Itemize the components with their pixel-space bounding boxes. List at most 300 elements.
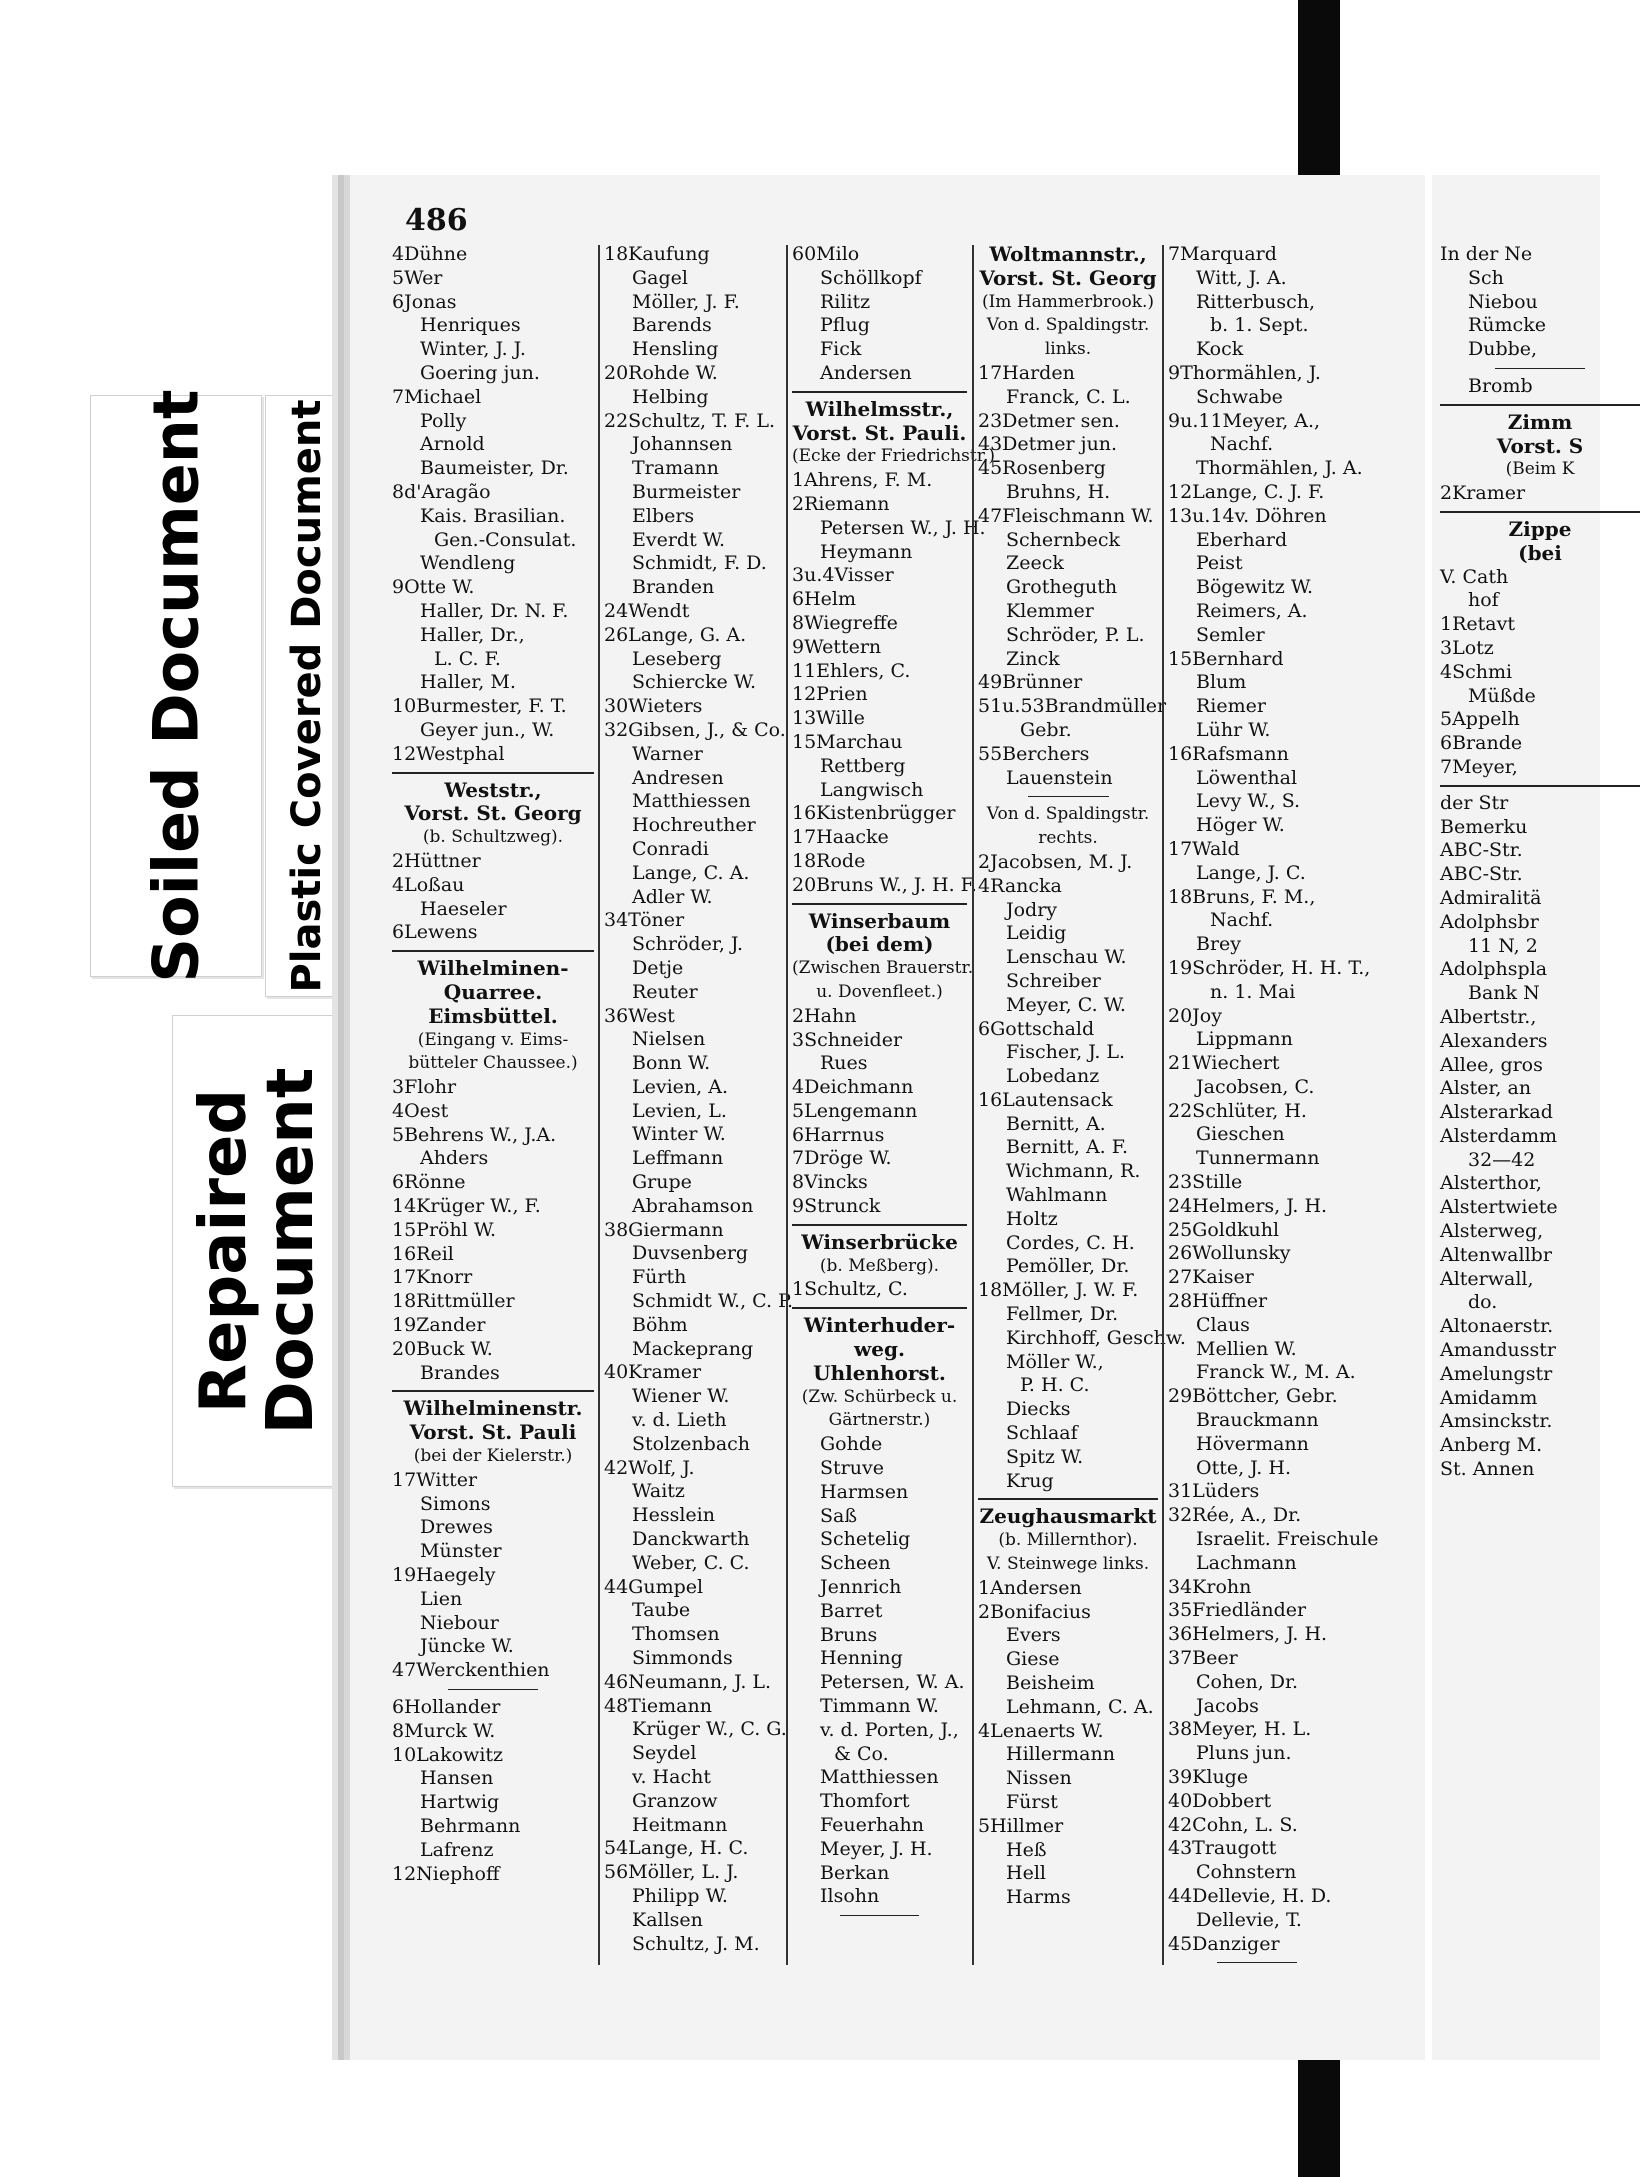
- directory-entry: 32Rée, A., Dr.: [1168, 1504, 1302, 1527]
- directory-entry: 4Deichmann: [792, 1076, 914, 1099]
- directory-entry: Lange, J. C.: [1196, 861, 1306, 884]
- street-heading: Winterhuder-: [803, 1313, 956, 1338]
- directory-entry: Adolphspla: [1440, 958, 1548, 981]
- directory-entry: 43Detmer jun.: [978, 433, 1118, 456]
- column-4: [978, 242, 1186, 1910]
- short-rule: [840, 1915, 919, 1916]
- directory-entry: Adolphsbr: [1440, 910, 1539, 933]
- directory-entry: 10Lakowitz: [392, 1743, 504, 1766]
- column-divider-1: [598, 245, 600, 1965]
- directory-entry: 12Westphal: [392, 742, 505, 765]
- directory-entry: 29Böttcher, Gebr.: [1168, 1385, 1338, 1408]
- directory-entry: Petersen, W. A.: [820, 1671, 965, 1694]
- directory-entry: 40Kramer: [604, 1361, 702, 1384]
- directory-entry: 18Rittmüller: [392, 1290, 515, 1313]
- directory-entry: 7Dröge W.: [792, 1147, 892, 1170]
- street-note: Von d. Spaldingstr.: [986, 804, 1150, 825]
- directory-entry: 22Schultz, T. F. L.: [604, 409, 776, 432]
- directory-entry: 15Pröhl W.: [392, 1218, 497, 1241]
- directory-entry: Evers: [1006, 1624, 1061, 1647]
- directory-entry: 46Neumann, J. L.: [604, 1670, 772, 1693]
- directory-entry: 27Kaiser: [1168, 1266, 1254, 1289]
- directory-entry: Henning: [820, 1647, 903, 1670]
- directory-entry: Barret: [820, 1599, 883, 1622]
- directory-entry: 5Lengemann: [792, 1099, 918, 1122]
- directory-entry: 38Meyer, H. L.: [1168, 1718, 1312, 1741]
- directory-entry: 16Rafsmann: [1168, 742, 1289, 765]
- directory-entry: Henriques: [420, 314, 521, 337]
- directory-entry: Ritterbusch,: [1196, 290, 1316, 313]
- section-rule: [1440, 404, 1640, 406]
- directory-entry: Fick: [820, 338, 862, 361]
- street-heading: Uhlenhorst.: [813, 1360, 946, 1385]
- directory-entry: 56Möller, L. J.: [604, 1861, 739, 1884]
- column-1: [392, 243, 594, 1886]
- directory-entry: Diecks: [1006, 1398, 1071, 1421]
- directory-entry: 2Bonifacius: [978, 1600, 1091, 1623]
- directory-entry: 4Dühne: [392, 243, 468, 265]
- directory-entry: der Str: [1440, 791, 1509, 814]
- directory-entry: 9Wettern: [792, 635, 882, 658]
- directory-entry: Niebour: [420, 1611, 499, 1634]
- directory-entry: 13Wille: [792, 707, 865, 730]
- directory-entry: Rettberg: [820, 754, 906, 777]
- directory-entry: 3Flohr: [392, 1076, 457, 1099]
- directory-entry: Krug: [1006, 1469, 1054, 1492]
- directory-entry: Semler: [1196, 623, 1265, 646]
- directory-entry: 31Lüders: [1168, 1480, 1260, 1503]
- directory-entry: Leffmann: [632, 1147, 724, 1170]
- street-note: (b. Schultzweg).: [422, 827, 564, 848]
- directory-entry: Heß: [1006, 1838, 1047, 1861]
- directory-entry: Hell: [1006, 1862, 1046, 1885]
- directory-entry: b. 1. Sept.: [1210, 314, 1309, 337]
- directory-entry: Lange, C. A.: [632, 861, 750, 884]
- directory-entry: Feuerhahn: [820, 1814, 924, 1836]
- directory-entry: 17Wald: [1168, 837, 1240, 860]
- directory-entry: Lenschau W.: [1006, 946, 1127, 969]
- directory-entry: Fürth: [632, 1266, 687, 1289]
- directory-entry: 25Goldkuhl: [1168, 1218, 1280, 1241]
- directory-entry: Heitmann: [632, 1813, 728, 1836]
- directory-entry: Riemer: [1196, 695, 1266, 718]
- directory-entry: Harms: [1006, 1886, 1071, 1909]
- directory-entry: Detje: [632, 956, 684, 979]
- street-heading: Woltmannstr.,: [989, 242, 1147, 266]
- directory-entry: Kallsen: [632, 1908, 703, 1931]
- directory-entry: Lien: [420, 1587, 463, 1610]
- directory-entry: 17Knorr: [392, 1266, 473, 1289]
- directory-entry: 20Buck W.: [392, 1337, 493, 1360]
- directory-entry: 44Gumpel: [604, 1575, 704, 1598]
- directory-entry: Heymann: [820, 540, 913, 563]
- directory-entry: 6Jonas: [392, 290, 457, 313]
- directory-entry: Abrahamson: [632, 1194, 754, 1217]
- directory-entry: Levien, L.: [632, 1099, 727, 1122]
- street-note: Gärtnerstr.): [828, 1410, 931, 1431]
- directory-entry: Grupe: [632, 1171, 692, 1194]
- street-note: (Ecke der Friedrichstr.): [792, 446, 995, 467]
- directory-entry: 6Lewens: [392, 921, 478, 944]
- directory-entry: Tramann: [632, 457, 719, 480]
- directory-entry: Johannsen: [632, 433, 733, 456]
- directory-entry: Hensling: [632, 338, 719, 361]
- street-heading: Vorst. S: [1496, 433, 1584, 458]
- directory-entry: Everdt W.: [632, 528, 726, 551]
- directory-entry: Thomfort: [820, 1790, 910, 1813]
- directory-entry: 5Behrens W., J.A.: [392, 1123, 557, 1146]
- directory-entry: Giese: [1006, 1648, 1060, 1671]
- directory-entry: Helbing: [632, 385, 709, 408]
- directory-entry: Winter, J. J.: [420, 338, 526, 361]
- section-rule: [1440, 511, 1640, 513]
- directory-entry: 2Riemann: [792, 492, 890, 515]
- plastic-covered-document-label: [265, 395, 349, 997]
- column-divider-3: [972, 245, 974, 1965]
- directory-entry: 24Wendt: [604, 599, 690, 622]
- street-note: (b. Millernthor).: [998, 1530, 1138, 1551]
- directory-entry: Bögewitz W.: [1196, 576, 1314, 599]
- directory-entry: Löwenthal: [1196, 766, 1298, 789]
- directory-entry: 7Michael: [392, 385, 482, 408]
- directory-entry: Scheen: [820, 1552, 891, 1575]
- directory-entry: Cohnstern: [1196, 1861, 1297, 1884]
- directory-entry: 32Gibsen, J., & Co.: [604, 718, 786, 741]
- directory-entry: 12Prien: [792, 683, 868, 706]
- directory-entry: 38Giermann: [604, 1218, 724, 1241]
- directory-entry: 47Fleischmann W.: [978, 504, 1154, 527]
- directory-entry: Cordes, C. H.: [1006, 1231, 1135, 1254]
- directory-entry: 28Hüffner: [1168, 1290, 1268, 1313]
- directory-entry: Goering jun.: [420, 361, 540, 384]
- directory-entry: Wiener W.: [632, 1385, 730, 1408]
- directory-entry: Cohen, Dr.: [1196, 1670, 1299, 1693]
- directory-entry: Bernitt, A. F.: [1006, 1136, 1129, 1159]
- directory-entry: 8Wiegreffe: [792, 611, 898, 634]
- street-note: rechts.: [1038, 828, 1098, 849]
- directory-entry: Levien, A.: [632, 1075, 728, 1098]
- directory-entry: Schöllkopf: [820, 266, 922, 289]
- directory-entry: Langwisch: [820, 778, 924, 801]
- directory-entry: 6Brande: [1440, 732, 1523, 755]
- directory-entry: Mellien W.: [1196, 1337, 1297, 1360]
- directory-entry: 3Lotz: [1440, 636, 1494, 659]
- directory-entry: 9Thormählen, J.: [1168, 361, 1321, 384]
- directory-entry: 8d'Aragão: [392, 480, 491, 503]
- directory-entry: Alsterdamm: [1440, 1124, 1558, 1147]
- directory-entry: 34Krohn: [1168, 1575, 1252, 1598]
- directory-entry: Nachf.: [1210, 433, 1274, 456]
- directory-entry: 30Wieters: [604, 695, 703, 718]
- directory-page: [350, 175, 1425, 2060]
- directory-entry: Matthiessen: [632, 790, 751, 813]
- directory-entry: 3u.4Visser: [792, 564, 894, 587]
- directory-entry: Tunnermann: [1196, 1147, 1320, 1170]
- street-heading: Wilhelminen-: [417, 956, 569, 981]
- directory-entry: Simons: [420, 1492, 491, 1515]
- directory-entry: Brey: [1196, 933, 1242, 956]
- directory-entry: Lühr W.: [1196, 718, 1271, 741]
- directory-entry: Admiralitä: [1440, 886, 1542, 909]
- directory-entry: 17Witter: [392, 1468, 478, 1491]
- directory-entry: 1Retavt: [1440, 613, 1515, 636]
- directory-entry: 8Vincks: [792, 1171, 868, 1194]
- directory-entry: Struve: [820, 1457, 884, 1480]
- directory-entry: Rümcke: [1468, 314, 1546, 337]
- binding-strip-bottom: [1298, 2052, 1340, 2177]
- street-heading: Quarree.: [443, 979, 543, 1004]
- directory-entry: Kirchhoff, Geschw.: [1006, 1326, 1186, 1349]
- directory-entry: Alster, an: [1440, 1077, 1532, 1100]
- street-heading: Winserbrücke: [801, 1229, 958, 1254]
- street-note: (Zw. Schürbeck u.: [801, 1386, 958, 1407]
- directory-entry: 44Dellevie, H. D.: [1168, 1884, 1332, 1907]
- section-rule: [392, 772, 594, 774]
- directory-entry: 4Loßau: [392, 873, 465, 896]
- street-note: (Zwischen Brauerstr.: [792, 958, 974, 979]
- directory-entry: Kais. Brasilian.: [420, 504, 566, 527]
- street-note: (Beim K: [1505, 459, 1575, 480]
- directory-entry: 2Jacobsen, M. J.: [978, 850, 1133, 873]
- directory-entry: Wahlmann: [1006, 1184, 1108, 1207]
- directory-entry: 42Cohn, L. S.: [1168, 1813, 1298, 1836]
- directory-entry: Schmidt, F. D.: [632, 552, 767, 575]
- section-rule: [792, 903, 967, 905]
- column-3: [792, 243, 995, 1922]
- directory-entry: Lehmann, C. A.: [1006, 1695, 1154, 1718]
- directory-entry: Burmeister: [632, 480, 741, 503]
- directory-entry: Bruns: [820, 1623, 878, 1646]
- directory-entry: 7Marquard: [1168, 243, 1277, 265]
- directory-entry: 34Töner: [604, 909, 685, 932]
- repaired-line-1: Repaired: [186, 1088, 261, 1414]
- street-heading: Vorst. St. Pauli.: [792, 420, 967, 445]
- directory-entry: Winter W.: [632, 1123, 726, 1146]
- directory-entry: 5Appelh: [1440, 708, 1520, 731]
- column-5: [1168, 243, 1379, 1969]
- directory-entry: Bemerku: [1440, 815, 1528, 838]
- directory-entry: Klemmer: [1006, 599, 1094, 622]
- directory-entry: 55Berchers: [978, 742, 1090, 765]
- directory-entry: 60Milo: [792, 243, 860, 265]
- directory-entry: Haller, Dr.,: [420, 623, 525, 646]
- directory-entry: Berkan: [820, 1861, 890, 1884]
- directory-entry: Alsterarkad: [1440, 1101, 1553, 1124]
- directory-entry: Schlaaf: [1006, 1422, 1078, 1445]
- directory-entry: 11 N, 2: [1468, 934, 1538, 957]
- directory-entry: Wendleng: [420, 552, 516, 575]
- directory-entry: Taube: [632, 1599, 691, 1622]
- directory-entry: 42Wolf, J.: [604, 1456, 695, 1479]
- directory-entry: Lachmann: [1196, 1551, 1297, 1574]
- directory-entry: Alsterthor,: [1440, 1172, 1542, 1195]
- directory-entry: Altonaerstr.: [1440, 1315, 1554, 1338]
- directory-entry: 20Joy: [1168, 1004, 1222, 1027]
- directory-entry: & Co.: [834, 1742, 889, 1765]
- directory-entry: 5Wer: [392, 266, 443, 289]
- directory-entry: 14Krüger W., F.: [392, 1195, 541, 1218]
- directory-entry: Thormählen, J. A.: [1196, 457, 1363, 480]
- short-rule: [1028, 796, 1109, 797]
- directory-entry: Schultz, J. M.: [632, 1932, 760, 1955]
- directory-entry: Schreiber: [1006, 969, 1101, 992]
- directory-entry: Zeeck: [1006, 552, 1064, 575]
- directory-entry: Holtz: [1006, 1207, 1058, 1230]
- directory-entry: Bromb: [1468, 374, 1533, 397]
- directory-entry: Granzow: [632, 1789, 718, 1812]
- directory-entry: L. C. F.: [434, 647, 501, 670]
- directory-entry: 3Schneider: [792, 1028, 903, 1051]
- directory-entry: 45Danziger: [1168, 1932, 1280, 1955]
- directory-entry: Philipp W.: [632, 1884, 728, 1907]
- directory-entry: Barends: [632, 314, 712, 337]
- directory-entry: 43Traugott: [1168, 1837, 1277, 1860]
- directory-entry: 36Helmers, J. H.: [1168, 1623, 1328, 1646]
- directory-entry: Amsinckstr.: [1440, 1410, 1553, 1433]
- street-heading: Vorst. St. Georg: [404, 801, 582, 826]
- directory-entry: Schetelig: [820, 1528, 911, 1551]
- directory-entry: 8Murck W.: [392, 1719, 496, 1742]
- directory-entry: 47Werckenthien: [392, 1659, 550, 1682]
- directory-entry: Kock: [1196, 338, 1244, 361]
- directory-entry: Fürst: [1006, 1791, 1058, 1813]
- directory-entry: 54Lange, H. C.: [604, 1837, 749, 1860]
- directory-entry: Leidig: [1006, 922, 1067, 945]
- short-rule: [448, 1689, 539, 1690]
- directory-entry: Drewes: [420, 1516, 493, 1539]
- directory-entry: Nachf.: [1210, 909, 1274, 932]
- directory-entry: 1Ahrens, F. M.: [792, 469, 933, 492]
- directory-entry: Timmann W.: [820, 1695, 939, 1718]
- directory-entry: Alterwall,: [1440, 1267, 1534, 1290]
- street-note: Von d. Spaldingstr.: [986, 315, 1150, 336]
- street-note: bütteler Chaussee.): [408, 1053, 578, 1074]
- street-heading: Vorst. St. Pauli: [409, 1420, 577, 1445]
- directory-entry: Fischer, J. L.: [1006, 1041, 1126, 1064]
- directory-entry: 12Niephoff: [392, 1862, 500, 1885]
- directory-entry: 19Schröder, H. H. T.,: [1168, 956, 1371, 979]
- directory-entry: 11Ehlers, C.: [792, 659, 911, 682]
- directory-entry: Möller W.,: [1006, 1350, 1104, 1373]
- directory-entry: Weber, C. C.: [632, 1551, 750, 1574]
- directory-entry: 6Gottschald: [978, 1017, 1095, 1040]
- right-page-column: [1440, 243, 1640, 1482]
- directory-entry: 12Lange, C. J. F.: [1168, 480, 1325, 503]
- directory-entry: Saß: [820, 1504, 858, 1527]
- directory-entry: Brauckmann: [1196, 1409, 1319, 1432]
- directory-entry: Dubbe,: [1468, 338, 1538, 361]
- directory-entry: In der Ne: [1440, 243, 1533, 265]
- directory-entry: Grotheguth: [1006, 576, 1118, 599]
- directory-entry: Geyer jun., W.: [420, 718, 555, 741]
- directory-entry: Andersen: [820, 361, 912, 384]
- section-rule: [392, 1390, 594, 1392]
- directory-entry: Lauenstein: [1006, 766, 1113, 789]
- directory-entry: Schröder, P. L.: [1006, 623, 1145, 646]
- directory-entry: Schernbeck: [1006, 528, 1121, 551]
- directory-entry: Blum: [1196, 671, 1247, 694]
- directory-entry: Thomsen: [632, 1623, 720, 1646]
- directory-entry: 23Detmer sen.: [978, 409, 1120, 432]
- directory-entry: Gagel: [632, 266, 688, 289]
- directory-entry: 45Rosenberg: [978, 457, 1106, 480]
- directory-entry: 24Helmers, J. H.: [1168, 1194, 1328, 1217]
- directory-entry: Möller, J. F.: [632, 290, 740, 313]
- directory-entry: 17Haacke: [792, 826, 889, 849]
- directory-entry: Reuter: [632, 980, 698, 1003]
- directory-entry: 48Tiemann: [604, 1694, 712, 1717]
- directory-entry: Meyer, J. H.: [820, 1837, 933, 1860]
- directory-entry: Conradi: [632, 837, 709, 860]
- directory-entry: 15Marchau: [792, 730, 903, 753]
- short-rule: [1495, 368, 1585, 369]
- directory-entry: Brandes: [420, 1361, 500, 1384]
- directory-entry: Müßde: [1468, 684, 1536, 707]
- directory-entry: 13u.14v. Döhren: [1168, 504, 1327, 527]
- directory-entry: Seydel: [632, 1742, 697, 1765]
- directory-entry: Reimers, A.: [1196, 599, 1308, 622]
- directory-entry: 35Friedländer: [1168, 1599, 1307, 1622]
- directory-entry: Jacobs: [1196, 1694, 1259, 1717]
- street-heading: Eimsbüttel.: [428, 1003, 558, 1028]
- directory-entry: Bruhns, H.: [1006, 480, 1111, 503]
- directory-entry: Fellmer, Dr.: [1006, 1303, 1119, 1326]
- directory-entry: v. d. Porten, J.,: [820, 1718, 959, 1741]
- street-heading: Zeughausmarkt: [979, 1504, 1157, 1529]
- directory-entry: Nissen: [1006, 1767, 1072, 1790]
- street-heading: weg.: [854, 1337, 905, 1362]
- directory-entry: Haller, M.: [420, 671, 516, 694]
- directory-entry: n. 1. Mai: [1210, 980, 1296, 1003]
- directory-entry: Harmsen: [820, 1480, 909, 1503]
- directory-entry: 26Lange, G. A.: [604, 623, 747, 646]
- directory-entry: 2Kramer: [1440, 482, 1526, 505]
- street-heading: Wilhelmsstr.,: [805, 396, 954, 421]
- directory-entry: Rues: [820, 1052, 868, 1075]
- directory-entry: Israelit. Freischule: [1196, 1528, 1379, 1551]
- street-note: V. Steinwege links.: [986, 1554, 1150, 1575]
- directory-entry: 6Helm: [792, 588, 856, 611]
- directory-entry: Altenwallbr: [1440, 1243, 1552, 1266]
- directory-entry: Peist: [1196, 552, 1243, 575]
- directory-entry: Jüncke W.: [420, 1635, 514, 1658]
- directory-entry: 9Strunck: [792, 1195, 881, 1218]
- directory-entry: Matthiessen: [820, 1766, 939, 1789]
- repaired-document-text: [186, 1067, 328, 1435]
- directory-entry: 26Wollunsky: [1168, 1242, 1291, 1265]
- street-note: (Im Hammerbrook.): [981, 291, 1155, 312]
- section-rule: [792, 391, 967, 393]
- directory-entry: Franck, C. L.: [1006, 385, 1131, 408]
- directory-entry: 36West: [604, 1004, 675, 1027]
- directory-entry: 22Schlüter, H.: [1168, 1099, 1307, 1122]
- directory-entry: Lippmann: [1196, 1028, 1293, 1051]
- directory-entry: 39Kluge: [1168, 1766, 1249, 1788]
- directory-entry: 4Oest: [392, 1099, 449, 1122]
- directory-entry: V. Cath: [1440, 565, 1509, 588]
- column-2: [604, 243, 794, 1956]
- directory-entry: Mackeprang: [632, 1337, 754, 1360]
- soiled-document-label: [90, 389, 262, 983]
- directory-entry: Schmidt W., C. P.: [632, 1290, 794, 1313]
- directory-entry: 19Zander: [392, 1314, 486, 1337]
- directory-entry: Stolzenbach: [632, 1432, 751, 1455]
- section-rule: [1440, 785, 1640, 787]
- street-note: (b. Meßberg).: [819, 1255, 940, 1276]
- directory-entry: Claus: [1196, 1313, 1250, 1336]
- directory-entry: v. Hacht: [632, 1766, 711, 1788]
- directory-entry: Warner: [632, 742, 703, 765]
